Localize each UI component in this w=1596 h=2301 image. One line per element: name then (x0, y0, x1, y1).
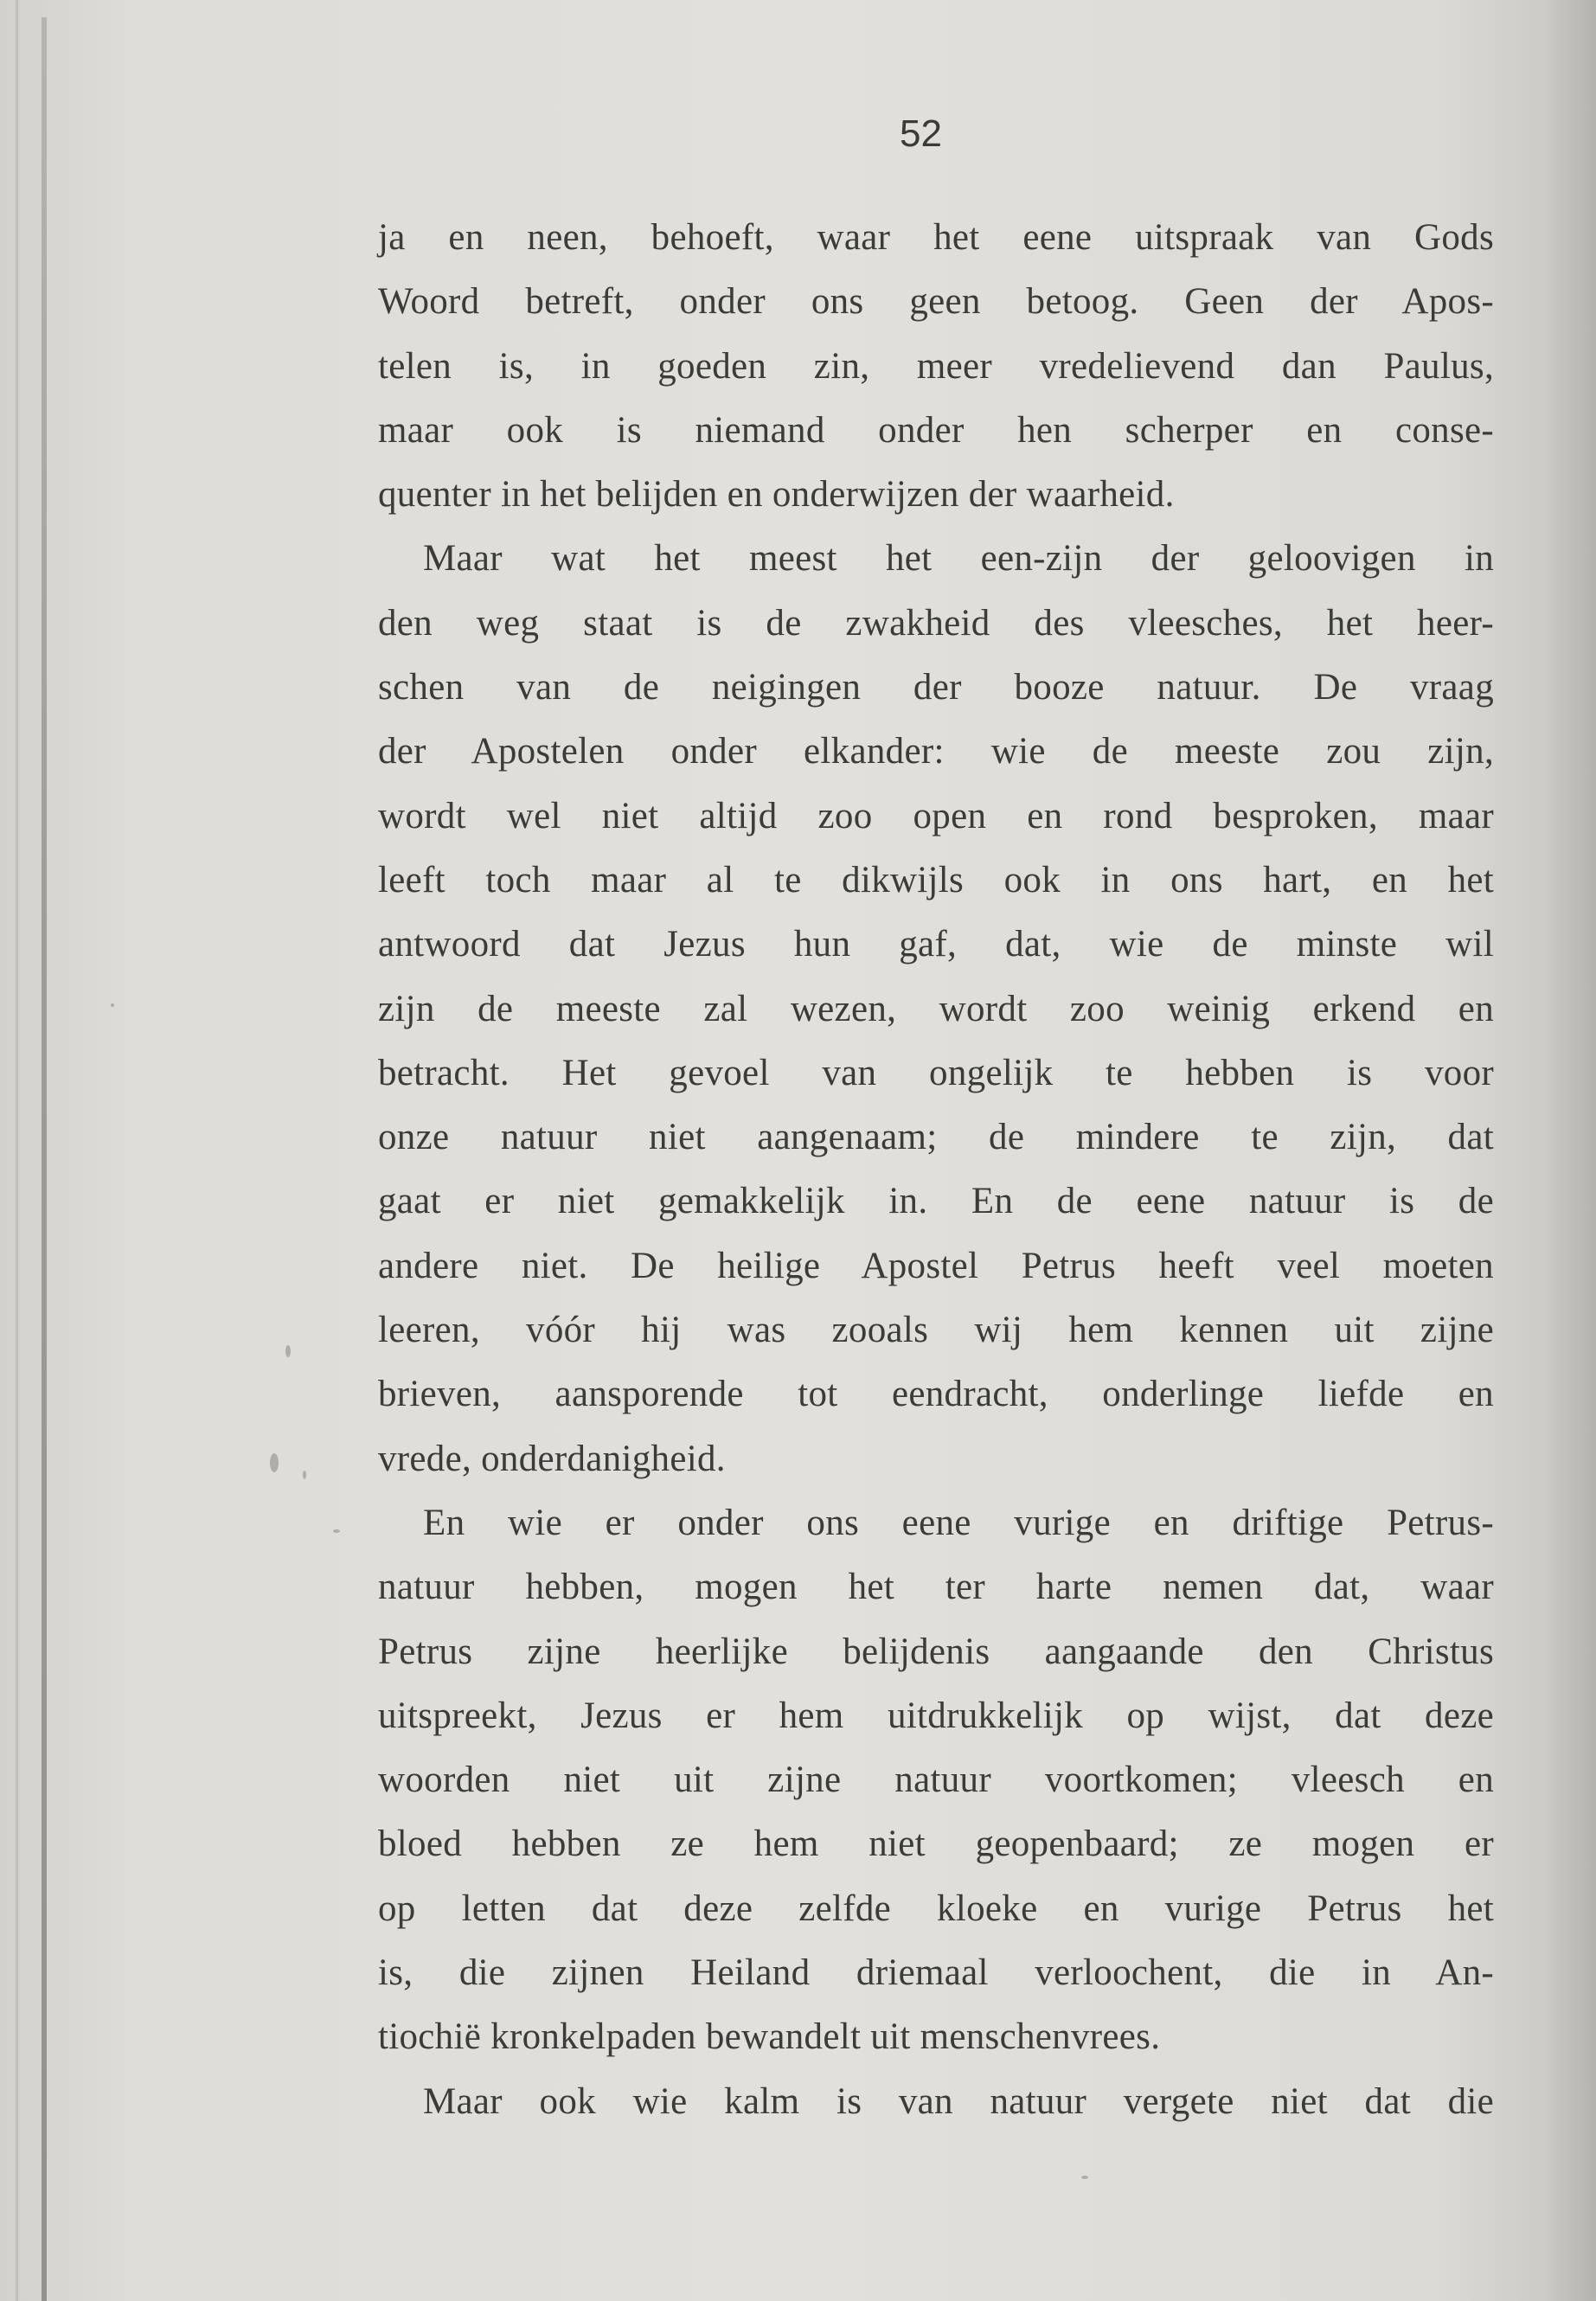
text-line: schen van de neigingen der booze natuur. De vraag (378, 667, 1494, 708)
text-line: betracht. Het gevoel van ongelijk te hebben is voor (378, 1052, 1494, 1093)
scan-speck (111, 1003, 114, 1007)
text-line: woorden niet uit zijne natuur voortkomen; vleesch en (378, 1759, 1494, 1801)
text-line: op letten dat deze zelfde kloeke en vurige Petrus het (378, 1888, 1494, 1929)
text-line: der Apostelen onder elkander: wie de meeste zou zijn, (378, 731, 1494, 772)
book-spine-shadow (42, 17, 47, 2301)
text-line: wordt wel niet altijd zoo open en rond besproken, maar (378, 795, 1494, 836)
scan-speck (270, 1453, 279, 1472)
text-line: Woord betreft, onder ons geen betoog. Geen der Apos- (378, 281, 1494, 323)
page-number: 52 (900, 112, 942, 155)
text-line: Maar wat het meest het een-zijn der geloovigen in (423, 538, 1494, 580)
scan-speck (285, 1345, 291, 1357)
page-edge-line (16, 0, 18, 2301)
body-text (378, 206, 1494, 2134)
text-line: telen is, in goeden zin, meer vredelievend dan Paulus, (378, 345, 1494, 387)
text-line: andere niet. De heilige Apostel Petrus heeft veel moeten (378, 1245, 1494, 1286)
text-line: den weg staat is de zwakheid des vleesches, het heer- (378, 602, 1494, 644)
text-line: maar ook is niemand onder hen scherper en conse- (378, 409, 1494, 451)
text-line: ja en neen, behoeft, waar het eene uitspraak van Gods (378, 217, 1494, 258)
text-line: bloed hebben ze hem niet geopenbaard; ze mogen er (378, 1823, 1494, 1865)
text-line: Maar ook wie kalm is van natuur vergete niet dat die (423, 2080, 1494, 2122)
text-line: leeft toch maar al te dikwijls ook in ons hart, en het (378, 859, 1494, 901)
page-right-shadow (1544, 0, 1596, 2301)
scan-speck (333, 1529, 340, 1533)
scan-speck (303, 1471, 306, 1479)
text-line: zijn de meeste zal wezen, wordt zoo weinig erkend en (378, 988, 1494, 1029)
text-line: vrede, onderdanigheid. (378, 1438, 726, 1479)
text-line: quenter in het belijden en onderwijzen der waarheid. (378, 474, 1175, 516)
text-line: uitspreekt, Jezus er hem uitdrukkelijk op wijst, dat deze (378, 1695, 1494, 1736)
text-line: onze natuur niet aangenaam; de mindere te zijn, dat (378, 1117, 1494, 1158)
text-line: gaat er niet gemakkelijk in. En de eene natuur is de (378, 1181, 1494, 1222)
text-line: leeren, vóór hij was zooals wij hem kennen uit zijne (378, 1310, 1494, 1351)
text-line: natuur hebben, mogen het ter harte nemen dat, waar (378, 1567, 1494, 1608)
text-line: Petrus zijne heerlijke belijdenis aangaande den Christus (378, 1631, 1494, 1672)
text-line: antwoord dat Jezus hun gaf, dat, wie de minste wil (378, 924, 1494, 965)
text-line: tiochië kronkelpaden bewandelt uit menschenvrees. (378, 2016, 1161, 2058)
text-line: is, die zijnen Heiland driemaal verloochent, die in An- (378, 1952, 1494, 1994)
scan-speck (1081, 2176, 1088, 2179)
text-line: En wie er onder ons eene vurige en driftige Petrus- (423, 1502, 1494, 1543)
text-line: brieven, aansporende tot eendracht, onderlinge liefde en (378, 1374, 1494, 1415)
